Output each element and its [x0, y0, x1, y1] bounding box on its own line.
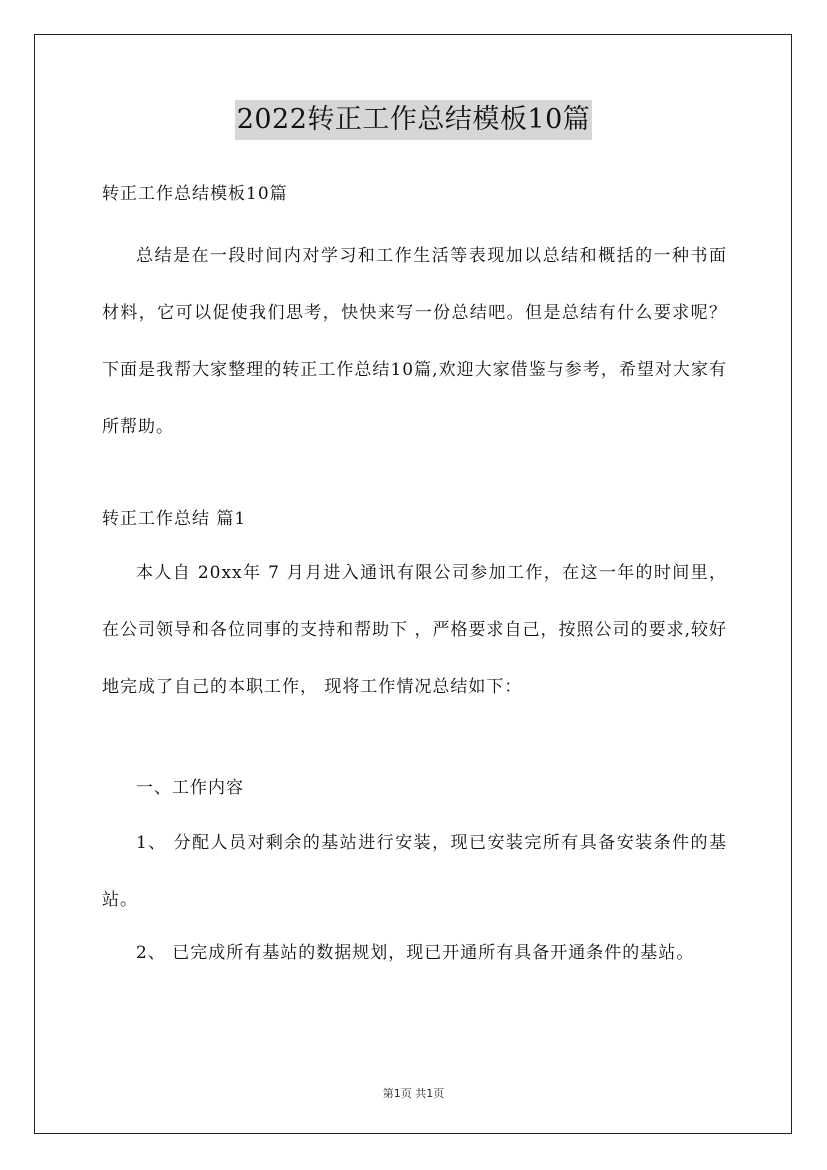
list-item: 2、 已完成所有基站的数据规划，现已开通所有具备开通条件的基站。 — [136, 943, 695, 963]
page-number: 第1页 共1页 — [382, 1087, 445, 1100]
intro-paragraph: 总结是在一段时间内对学习和工作生活等表现加以总结和概括的一种书面材料，它可以促使我们思考，快快来写一份总结吧。但是总结有什么要求呢？下面是我帮大家整理的转正工作总结10篇,欢迎大家借鉴与参考，希望对大家有所帮助。 — [102, 246, 727, 437]
work-content-heading: 一、工作内容 — [136, 778, 244, 798]
body-paragraph: 本人自 20xx年 7 月月进入通讯有限公司参加工作，在这一年的时间里，在公司领导和各位同事的支持和帮助下 ，严格要求自己，按照公司的要求,较好地完成了自己的本职工作， 现将工作情况总结如下： — [102, 563, 727, 697]
list-item: 1、 分配人员对剩余的基站进行安装，现已安装完所有具备安装条件的基站。 — [102, 833, 727, 910]
title-container — [0, 100, 827, 140]
document-subtitle: 转正工作总结模板10篇 — [102, 184, 288, 204]
document-title: 2022转正工作总结模板10篇 — [235, 100, 593, 140]
section-heading: 转正工作总结 篇1 — [102, 509, 247, 529]
